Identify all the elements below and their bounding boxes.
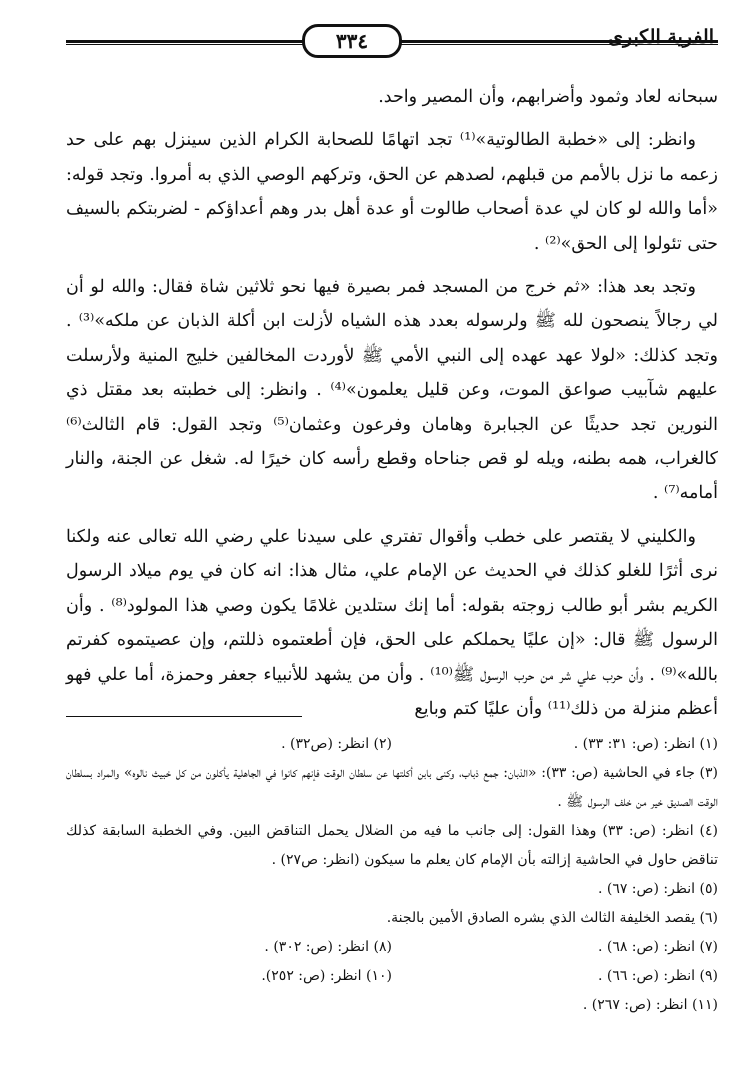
paragraph: والكليني لا يقتصر على خطب وأقوال تفتري على سيدنا علي رضي الله تعالى عنه ولكنا نرى أثرًا للغلو كذلك في الحديث عن الإمام علي، مثال هذا: انه كان في يوم ميلاد الرسول الكريم بشر أبو طالب زوجته بقوله: أما إنك ستلدين غلامًا يكون وصي هذا المولود⁽⁸⁾ . وأن الرسول ﷺ قال: «إن عليًا يحملكم على الحق، فإن أطعتموه ذللتم، وإن عصيتموه كفرتم بالله»⁽⁹⁾ . وأن حرب علي شر من حرب الرسول ﷺ⁽¹⁰⁾ . وأن من يشهد للأنبياء جعفر وحمزة، أما علي فهو أعظم منزلة من ذلك⁽¹¹⁾ وأن عليًا كتم وبايع (66, 526, 718, 719)
main-text (66, 80, 718, 735)
footnote: (٦) يقصد الخليفة الثالث الذي بشره الصادق الأمين بالجنة. (386, 910, 718, 926)
paragraph: وانظر: إلى «خطبة الطالوتية»⁽¹⁾ تجد اتهامًا للصحابة الكرام الذين سينزل بهم على حد زعمه ما نزل بالأمم من قبلهم، لصدهم عن الحق، وتركهم الوصي الذي به أمروا. وتجد قوله: «أما والله لو كان لي عدة أصحاب طالوت أو عدة أهل بدر وهم أعداؤكم - لضربتكم بالسيف حتى تئولوا إلى الحق»⁽²⁾ . (66, 130, 718, 254)
page-header (66, 24, 718, 64)
footnotes (66, 730, 718, 1020)
footnote-row (66, 962, 718, 991)
footnote: (٤) انظر: (ص: ٣٣) وهذا القول: إلى جانب ما فيه من الضلال يحمل التناقض البين. وفي الخطبة السابقة كذلك تناقض حاول في الحاشية إزالته بأن الإمام كان يعلم ما سيكون (انظر: ص٢٧) . (66, 823, 718, 868)
running-title: الفرية الكبرى (608, 26, 714, 48)
footnote: (١٠) انظر: (ص: ٢٥٢). (261, 968, 392, 984)
footnote: (١١) انظر: (ص: ٢٦٧) . (582, 997, 718, 1013)
footnote: (٥) انظر: (ص: ٦٧) . (597, 881, 718, 897)
footnote: (١) انظر: (ص: ٣١: ٣٣) . (573, 736, 718, 752)
footnote: (٢) انظر: (ص٣٢) . (281, 736, 392, 752)
footnote: (٩) انظر: (ص: ٦٦) . (597, 968, 718, 984)
paragraph: وتجد بعد هذا: «ثم خرج من المسجد فمر بصيرة فيها نحو ثلاثين شاة فقال: والله لو أن لي رجالاً ينصحون لله ﷺ ولرسوله بعدد هذه الشياه لأزلت ابن أكلة الذبان عن ملكه»⁽³⁾ . وتجد كذلك: «لولا عهد عهده إلى النبي الأمي ﷺ لأوردت المخالفين خليج المنية ولأرسلت عليهم شآبيب صواعق الموت، وعن قليل يعلمون»⁽⁴⁾ . وانظر: إلى خطبته بعد مقتل ذي النورين تجد حديثًا عن الجبابرة وهامان وفرعون وعثمان⁽⁵⁾ وتجد القول: قام الثالث⁽⁶⁾ كالغراب، همه بطنه، ويله لو قص جناحاه وقطع رأسه كان خيرًا له. شغل عن الجنة، والنار أمامه⁽⁷⁾ . (66, 277, 718, 504)
page-number: ٣٣٤ (302, 24, 402, 58)
footnote: (٣) جاء في الحاشية (ص: ٣٣): «الذبان: جمع ذباب، وكنى بابن أكلتها عن سلطان الوقت فإنهم كانوا في الجاهلية يأكلون من كل خبيث نالوه» والمراد بسلطان الوقت الصديق خير من خلف الرسول ﷺ . (66, 765, 718, 810)
paragraph: سبحانه لعاد وثمود وأضرابهم، وأن المصير واحد. (378, 87, 718, 107)
footnote: (٧) انظر: (ص: ٦٨) . (597, 939, 718, 955)
footnote-row (66, 730, 718, 759)
footnote: (٨) انظر: (ص: ٣٠٢) . (264, 939, 392, 955)
footnote-separator (66, 716, 302, 717)
footnote-row (66, 933, 718, 962)
